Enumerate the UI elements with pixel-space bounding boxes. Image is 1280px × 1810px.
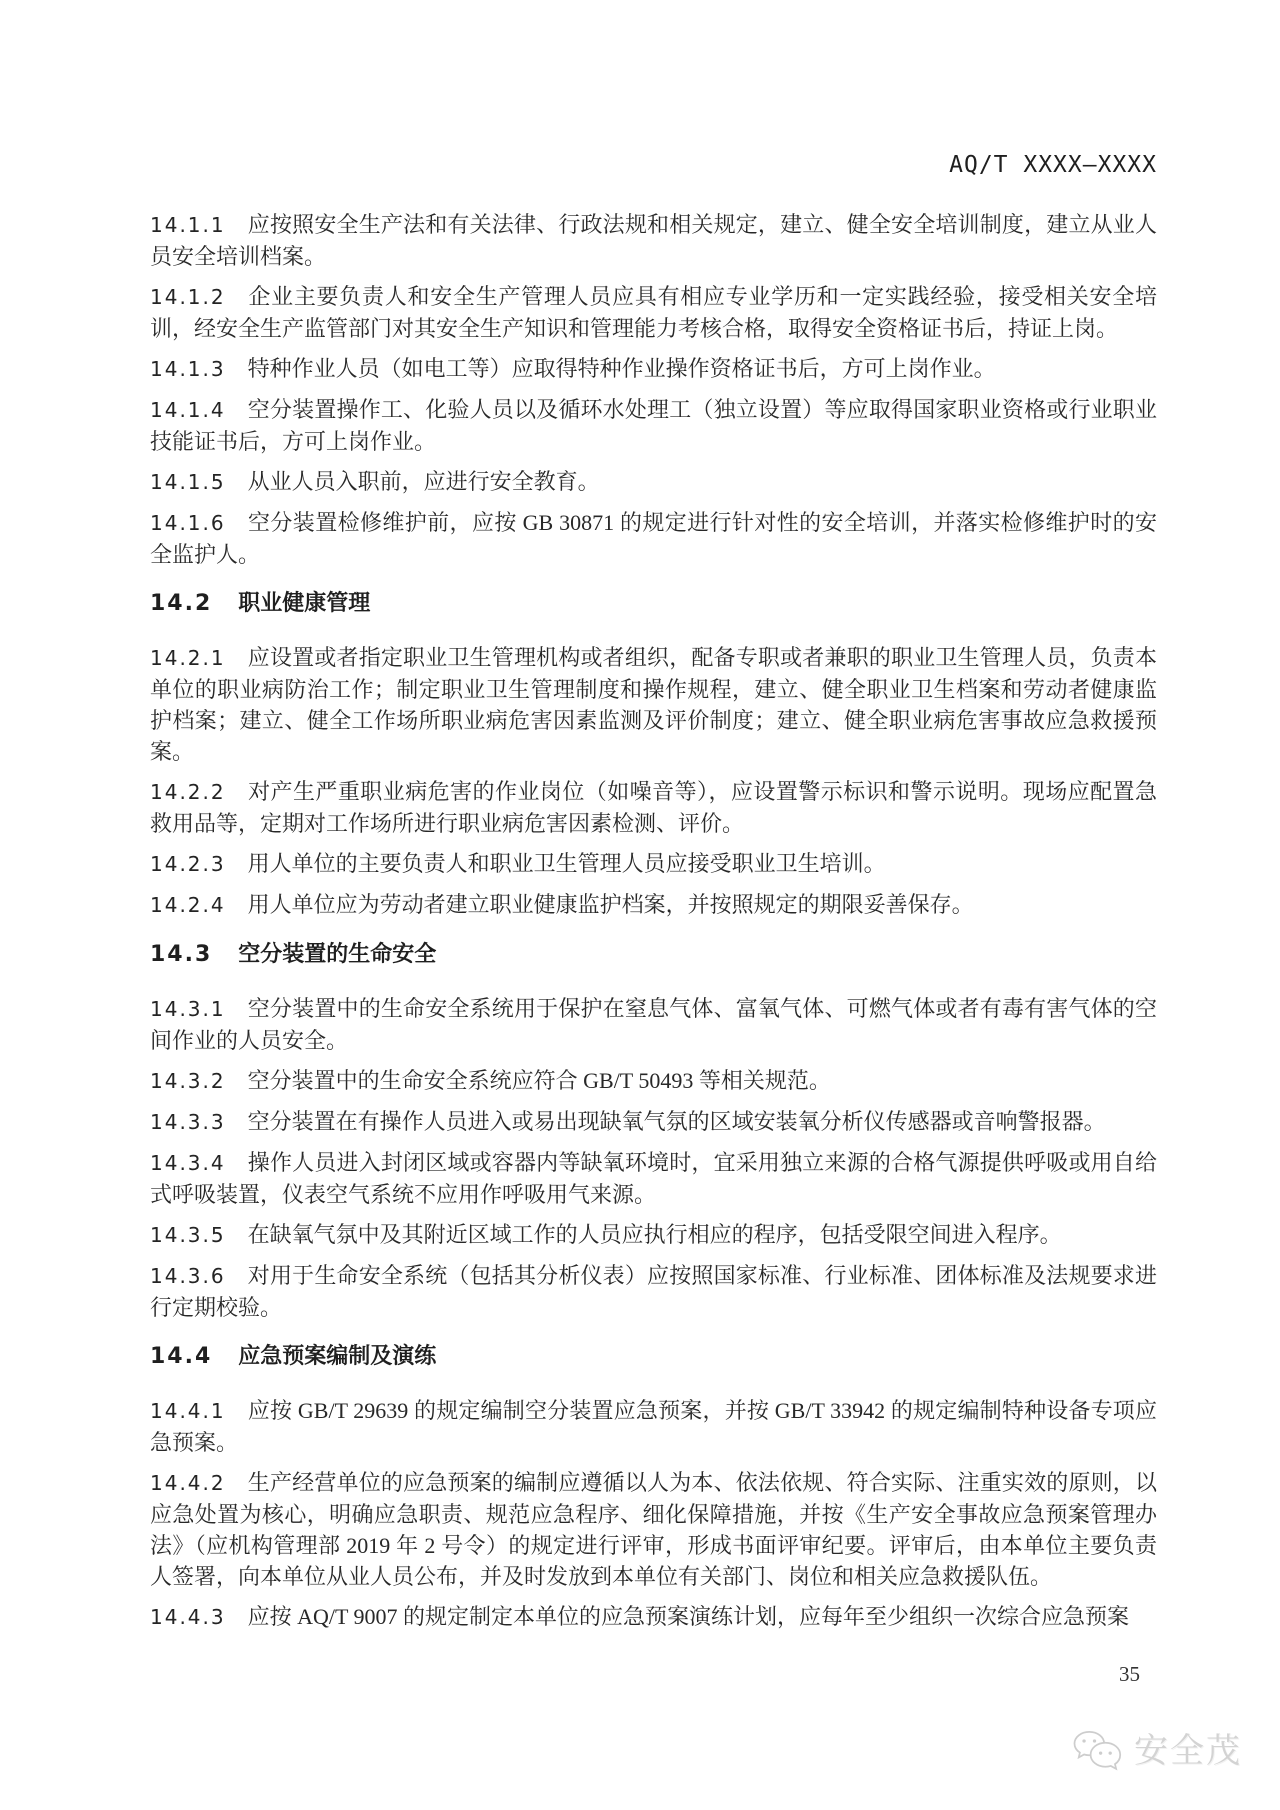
clause-text: 从业人员入职前，应进行安全教育。: [247, 469, 600, 494]
clause-number: 14.2.2: [150, 780, 226, 804]
clause-text: 用人单位的主要负责人和职业卫生管理人员应接受职业卫生培训。: [247, 851, 886, 876]
section-number: 14.2: [150, 591, 213, 616]
watermark: [1071, 1728, 1242, 1774]
clause-number: 14.3.3: [150, 1110, 226, 1134]
clause-number: 14.3.5: [150, 1223, 226, 1247]
clause-text: 对用于生命安全系统（包括其分析仪表）应按照国家标准、行业标准、团体标准及法规要求进行定期校验。: [150, 1263, 1157, 1320]
watermark-label: 安全茂: [1134, 1731, 1242, 1771]
page-number: 35: [1119, 1662, 1140, 1686]
clause-text: 企业主要负责人和安全生产管理人员应具有相应专业学历和一定实践经验，接受相关安全培训，经安全生产监管部门对其安全生产知识和管理能力考核合格，取得安全资格证书后，持证上岗。: [150, 284, 1157, 341]
clause-number: 14.1.4: [150, 398, 226, 422]
clause-14.1.3: [150, 353, 1157, 385]
document-content: [150, 0, 1157, 1642]
clause-text: 应按 AQ/T 9007 的规定制定本单位的应急预案演练计划，应每年至少组织一次综合应急预案: [247, 1604, 1130, 1629]
clause-14.2.2: [150, 776, 1157, 839]
clause-14.1.2: [150, 281, 1157, 344]
clause-14.4.2: [150, 1467, 1157, 1592]
document-blocks: [150, 209, 1157, 1633]
clause-14.3.1: [150, 993, 1157, 1056]
clause-14.4.3: [150, 1601, 1157, 1633]
clause-14.3.2: [150, 1065, 1157, 1097]
clause-text: 空分装置操作工、化验人员以及循环水处理工（独立设置）等应取得国家职业资格或行业职业技能证书后，方可上岗作业。: [150, 397, 1157, 454]
clause-text: 生产经营单位的应急预案的编制应遵循以人为本、依法依规、符合实际、注重实效的原则，以应急处置为核心，明确应急职责、规范应急程序、细化保障措施，并按《生产安全事故应急预案管理办法》（应机构管理部 2019 年 2 号令）的规定进行评审，形成书面评审纪要。评审后，由本单位主要负责人签署，向本单位从业人员公布，并及时发放到本单位有关部门、岗位和相关应急救援队伍。: [150, 1470, 1157, 1589]
clause-14.1.4: [150, 394, 1157, 457]
clause-14.4.1: [150, 1395, 1157, 1458]
clause-14.3.4: [150, 1147, 1157, 1210]
clause-14.2.1: [150, 642, 1157, 767]
clause-14.2.4: [150, 889, 1157, 921]
clause-number: 14.1.5: [150, 470, 226, 494]
clause-14.3.5: [150, 1219, 1157, 1251]
clause-number: 14.1.6: [150, 511, 226, 535]
section-title: 职业健康管理: [238, 591, 371, 616]
clause-text: 空分装置中的生命安全系统应符合 GB/T 50493 等相关规范。: [247, 1068, 831, 1093]
clause-text: 应按照安全生产法和有关法律、行政法规和相关规定，建立、健全安全培训制度，建立从业人员安全培训档案。: [150, 212, 1157, 269]
clause-14.1.5: [150, 466, 1157, 498]
clause-text: 对产生严重职业病危害的作业岗位（如噪音等），应设置警示标识和警示说明。现场应配置急救用品等，定期对工作场所进行职业病危害因素检测、评价。: [150, 779, 1157, 836]
clause-14.3.3: [150, 1106, 1157, 1138]
section-number: 14.3: [150, 942, 213, 967]
clause-text: 在缺氧气氛中及其附近区域工作的人员应执行相应的程序，包括受限空间进入程序。: [247, 1222, 1062, 1247]
clause-text: 空分装置在有操作人员进入或易出现缺氧气氛的区域安装氧分析仪传感器或音响警报器。: [247, 1109, 1106, 1134]
wechat-icon: [1071, 1728, 1125, 1774]
clause-14.2.3: [150, 848, 1157, 880]
clause-14.3.6: [150, 1260, 1157, 1323]
clause-number: 14.3.1: [150, 997, 226, 1021]
section-heading-14.2: [150, 588, 1157, 619]
clause-number: 14.1.2: [150, 285, 226, 309]
clause-text: 应设置或者指定职业卫生管理机构或者组织，配备专职或者兼职的职业卫生管理人员，负责本单位的职业病防治工作；制定职业卫生管理制度和操作规程，建立、健全职业卫生档案和劳动者健康监护档案；建立、健全工作场所职业病危害因素监测及评价制度；建立、健全职业病危害事故应急救援预案。: [150, 645, 1157, 764]
clause-text: 空分装置中的生命安全系统用于保护在窒息气体、富氧气体、可燃气体或者有毒有害气体的空间作业的人员安全。: [150, 996, 1157, 1053]
section-title: 空分装置的生命安全: [238, 942, 437, 967]
clause-number: 14.1.3: [150, 357, 226, 381]
clause-number: 14.2.4: [150, 893, 226, 917]
clause-number: 14.4.1: [150, 1399, 226, 1423]
clause-14.1.1: [150, 209, 1157, 272]
clause-number: 14.4.3: [150, 1605, 226, 1629]
clause-number: 14.3.6: [150, 1264, 226, 1288]
clause-text: 应按 GB/T 29639 的规定编制空分装置应急预案，并按 GB/T 33942 的规定编制特种设备专项应急预案。: [150, 1398, 1157, 1455]
clause-number: 14.2.3: [150, 852, 226, 876]
clause-text: 特种作业人员（如电工等）应取得特种作业操作资格证书后，方可上岗作业。: [247, 356, 996, 381]
clause-number: 14.4.2: [150, 1471, 226, 1495]
section-title: 应急预案编制及演练: [238, 1344, 437, 1369]
clause-text: 空分装置检修维护前，应按 GB 30871 的规定进行针对性的安全培训，并落实检修维护时的安全监护人。: [150, 510, 1157, 567]
clause-number: 14.2.1: [150, 646, 226, 670]
section-number: 14.4: [150, 1344, 213, 1369]
clause-number: 14.3.2: [150, 1069, 226, 1093]
clause-14.1.6: [150, 507, 1157, 570]
clause-number: 14.1.1: [150, 213, 226, 237]
clause-text: 操作人员进入封闭区域或容器内等缺氧环境时，宜采用独立来源的合格气源提供呼吸或用自给式呼吸装置，仪表空气系统不应用作呼吸用气来源。: [150, 1150, 1157, 1207]
doc-code-header: AQ/T XXXX—XXXX: [949, 152, 1157, 178]
section-heading-14.3: [150, 939, 1157, 970]
clause-text: 用人单位应为劳动者建立职业健康监护档案，并按照规定的期限妥善保存。: [247, 892, 974, 917]
clause-number: 14.3.4: [150, 1151, 226, 1175]
section-heading-14.4: [150, 1341, 1157, 1372]
